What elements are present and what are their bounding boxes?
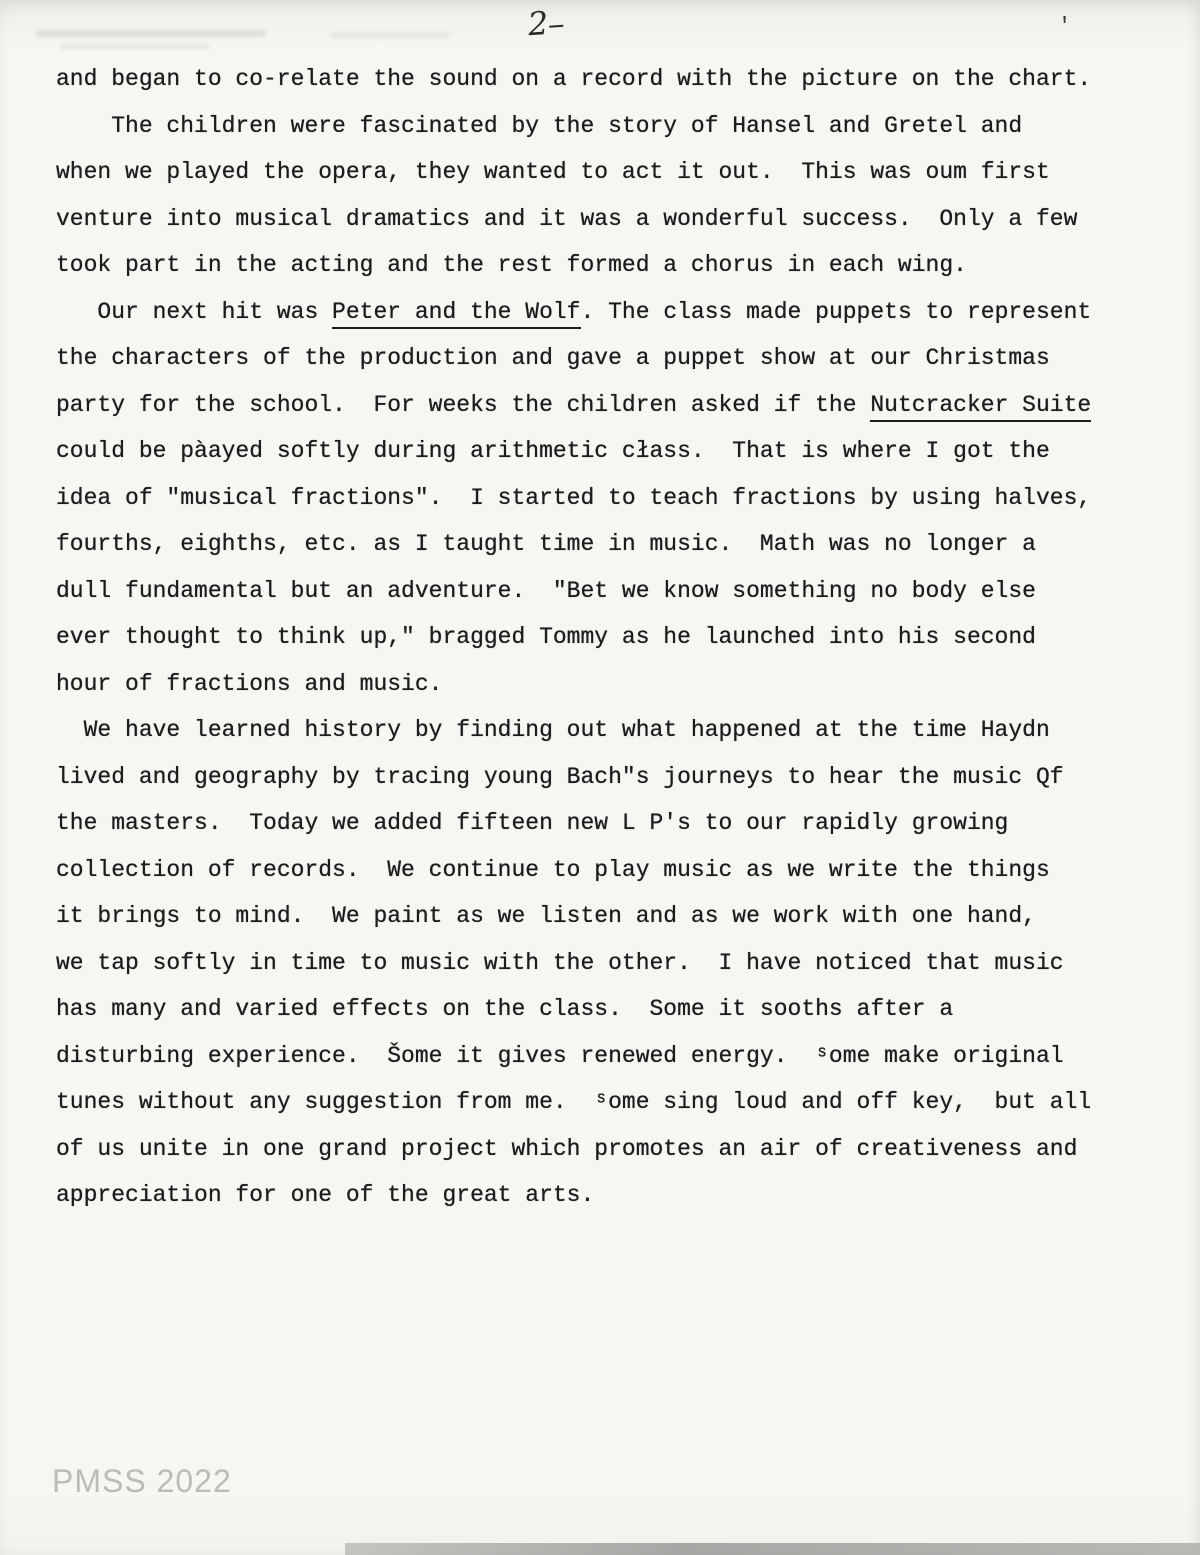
scan-speck: ': [1058, 14, 1072, 39]
text-line: We have learned history by finding out what happened at the time Haydn: [56, 717, 1050, 743]
text-line: when we played the opera, they wanted to act it out. This was oum first: [56, 159, 1050, 185]
text-line: tunes without any suggestion from me. ˢome sing loud and off key, but all: [56, 1089, 1092, 1115]
text-line: fourths, eighths, etc. as I taught time in music. Math was no longer a: [56, 531, 1036, 557]
text-line: disturbing experience. Šome it gives renewed energy. ˢome make original: [56, 1042, 1064, 1069]
scan-smudge: [60, 44, 210, 49]
text-line: collection of records. We continue to play music as we write the things: [56, 856, 1050, 883]
underlined-title: Nutcracker Suite: [870, 392, 1091, 422]
text-line: hour of fractions and music.: [56, 670, 443, 697]
scan-smudge: [330, 32, 450, 38]
text-line: lived and geography by tracing young Bach"s journeys to hear the music Qf: [56, 763, 1064, 790]
text-line: dull fundamental but an adventure. "Bet we know something no body else: [56, 577, 1036, 604]
text-line: could be pàayed softly during arithmetic cłass. That is where I got the: [56, 438, 1050, 464]
handwritten-page-number: 2: [527, 3, 565, 43]
text-line: the masters. Today we added fifteen new L P's to our rapidly growing: [56, 810, 1009, 836]
text-line: of us unite in one grand project which promotes an air of creativeness and: [56, 1135, 1078, 1162]
scan-smudge: [36, 30, 266, 37]
text-line: it brings to mind. We paint as we listen and as we work with one hand,: [56, 903, 1036, 929]
archive-watermark: PMSS 2022: [52, 1463, 232, 1499]
text-line: ever thought to think up," bragged Tommy as he launched into his second: [56, 624, 1036, 650]
text-line: has many and varied effects on the class. Some it sooths after a: [56, 996, 954, 1022]
text-line: Our next hit was Peter and the Wolf. The class made puppets to represent: [56, 289, 1166, 336]
text-line: appreciation for one of the great arts.: [56, 1182, 595, 1208]
scan-edge-shadow: [345, 1543, 1200, 1555]
underlined-title: Peter and the Wolf: [332, 299, 580, 329]
text-line: we tap softly in time to music with the other. I have noticed that music: [56, 949, 1064, 976]
text-line: the characters of the production and gave a puppet show at our Christmas: [56, 345, 1050, 371]
text-line: venture into musical dramatics and it was a wonderful success. Only a few: [56, 205, 1078, 232]
text-line: and began to co-relate the sound on a record with the picture on the chart.: [56, 66, 1092, 92]
text-line: idea of "musical fractions". I started to teach fractions by using halves,: [56, 484, 1092, 511]
text-line: party for the school. For weeks the children asked if the Nutcracker Suite: [56, 382, 1166, 429]
text-line: The children were fascinated by the story of Hansel and Gretel and: [56, 112, 1023, 139]
text-body: [56, 56, 1166, 1219]
text-line: took part in the acting and the rest formed a chorus in each wing.: [56, 252, 967, 278]
